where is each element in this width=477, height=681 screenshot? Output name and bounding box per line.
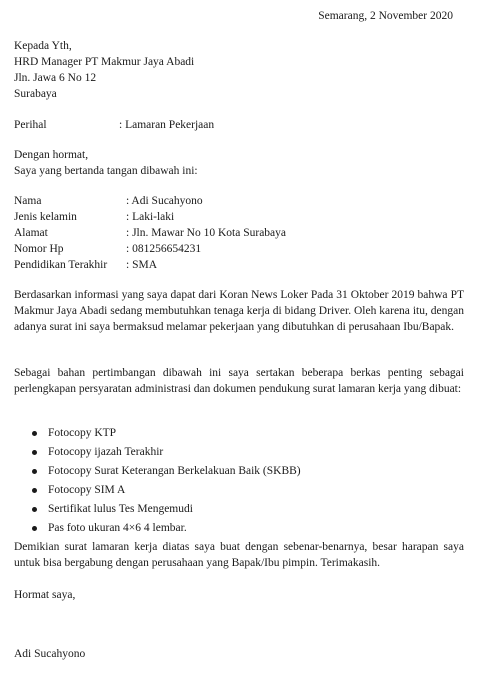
recipient-line: Jln. Jawa 6 No 12 — [14, 72, 97, 84]
identity-value: : Adi Sucahyono — [126, 195, 203, 207]
recipient-address — [14, 38, 464, 102]
recipient-line: Kepada Yth, — [14, 40, 72, 52]
attachment-label: Fotocopy Surat Keterangan Berkelakuan Baik (SKBB) — [48, 465, 301, 477]
list-item — [14, 462, 464, 481]
identity-label: Jenis kelamin — [14, 211, 77, 223]
attachment-label: Pas foto ukuran 4×6 4 lembar. — [48, 522, 187, 534]
greeting — [14, 147, 464, 179]
attachment-list — [14, 424, 464, 538]
identity-value: : Jln. Mawar No 10 Kota Surabaya — [126, 227, 287, 239]
identity-row — [14, 209, 464, 225]
bullet-icon — [32, 488, 37, 493]
bullet-icon — [32, 469, 37, 474]
list-item — [14, 519, 464, 538]
identity-value: : Laki-laki — [126, 211, 175, 223]
bullet-icon — [32, 507, 37, 512]
recipient-line: HRD Manager PT Makmur Jaya Abadi — [14, 56, 195, 68]
attachment-label: Sertifikat lulus Tes Mengemudi — [48, 503, 193, 515]
greeting-line: Saya yang bertanda tangan dibawah ini: — [14, 165, 198, 177]
attachment-label: Fotocopy KTP — [48, 427, 117, 439]
closing-salutation: Hormat saya, — [14, 589, 76, 601]
identity-value: : 081256654231 — [126, 243, 202, 255]
identity-label: Alamat — [14, 227, 48, 239]
identity-table — [14, 193, 464, 273]
greeting-line: Dengan hormat, — [14, 149, 89, 161]
paragraph-attachments-intro: Sebagai bahan pertimbangan dibawah ini saya sertakan beberapa berkas penting sebagai perlengkapan persyaratan administrasi dan dokumen pendukung surat lamaran kerja yang dibuat: — [14, 367, 464, 395]
list-item — [14, 500, 464, 519]
list-item — [14, 443, 464, 462]
letter-date: Semarang, 2 November 2020 — [318, 10, 453, 22]
identity-label: Nama — [14, 195, 42, 207]
identity-row — [14, 241, 464, 257]
subject-line — [14, 117, 464, 133]
identity-row — [14, 193, 464, 209]
attachment-label: Fotocopy ijazah Terakhir — [48, 446, 164, 458]
identity-row — [14, 257, 464, 273]
identity-label: Nomor Hp — [14, 243, 64, 255]
signature-name: Adi Sucahyono — [14, 648, 86, 660]
subject-label: Perihal — [14, 119, 47, 131]
subject-value: : Lamaran Pekerjaan — [119, 119, 215, 131]
identity-row — [14, 225, 464, 241]
list-item — [14, 481, 464, 500]
identity-label: Pendidikan Terakhir — [14, 259, 108, 271]
list-item — [14, 424, 464, 443]
recipient-line: Surabaya — [14, 88, 57, 100]
bullet-icon — [32, 526, 37, 531]
paragraph-closing: Demikian surat lamaran kerja diatas saya buat dengan sebenar-benarnya, besar harapan saya untuk bisa bergabung dengan perusahaan yang Bapak/Ibu pimpin. Terimakasih. — [14, 541, 464, 569]
bullet-icon — [32, 431, 37, 436]
bullet-icon — [32, 450, 37, 455]
identity-value: : SMA — [126, 259, 157, 271]
attachment-label: Fotocopy SIM A — [48, 484, 126, 496]
paragraph-intro: Berdasarkan informasi yang saya dapat dari Koran News Loker Pada 31 Oktober 2019 bahwa PT Makmur Jaya Abadi sedang membutuhkan tenaga kerja di bidang Driver. Oleh karena itu, dengan adanya surat ini saya bermaksud melamar pekerjaan yang dibutuhkan di perusahaan Ibu/Bapak. — [14, 289, 464, 333]
